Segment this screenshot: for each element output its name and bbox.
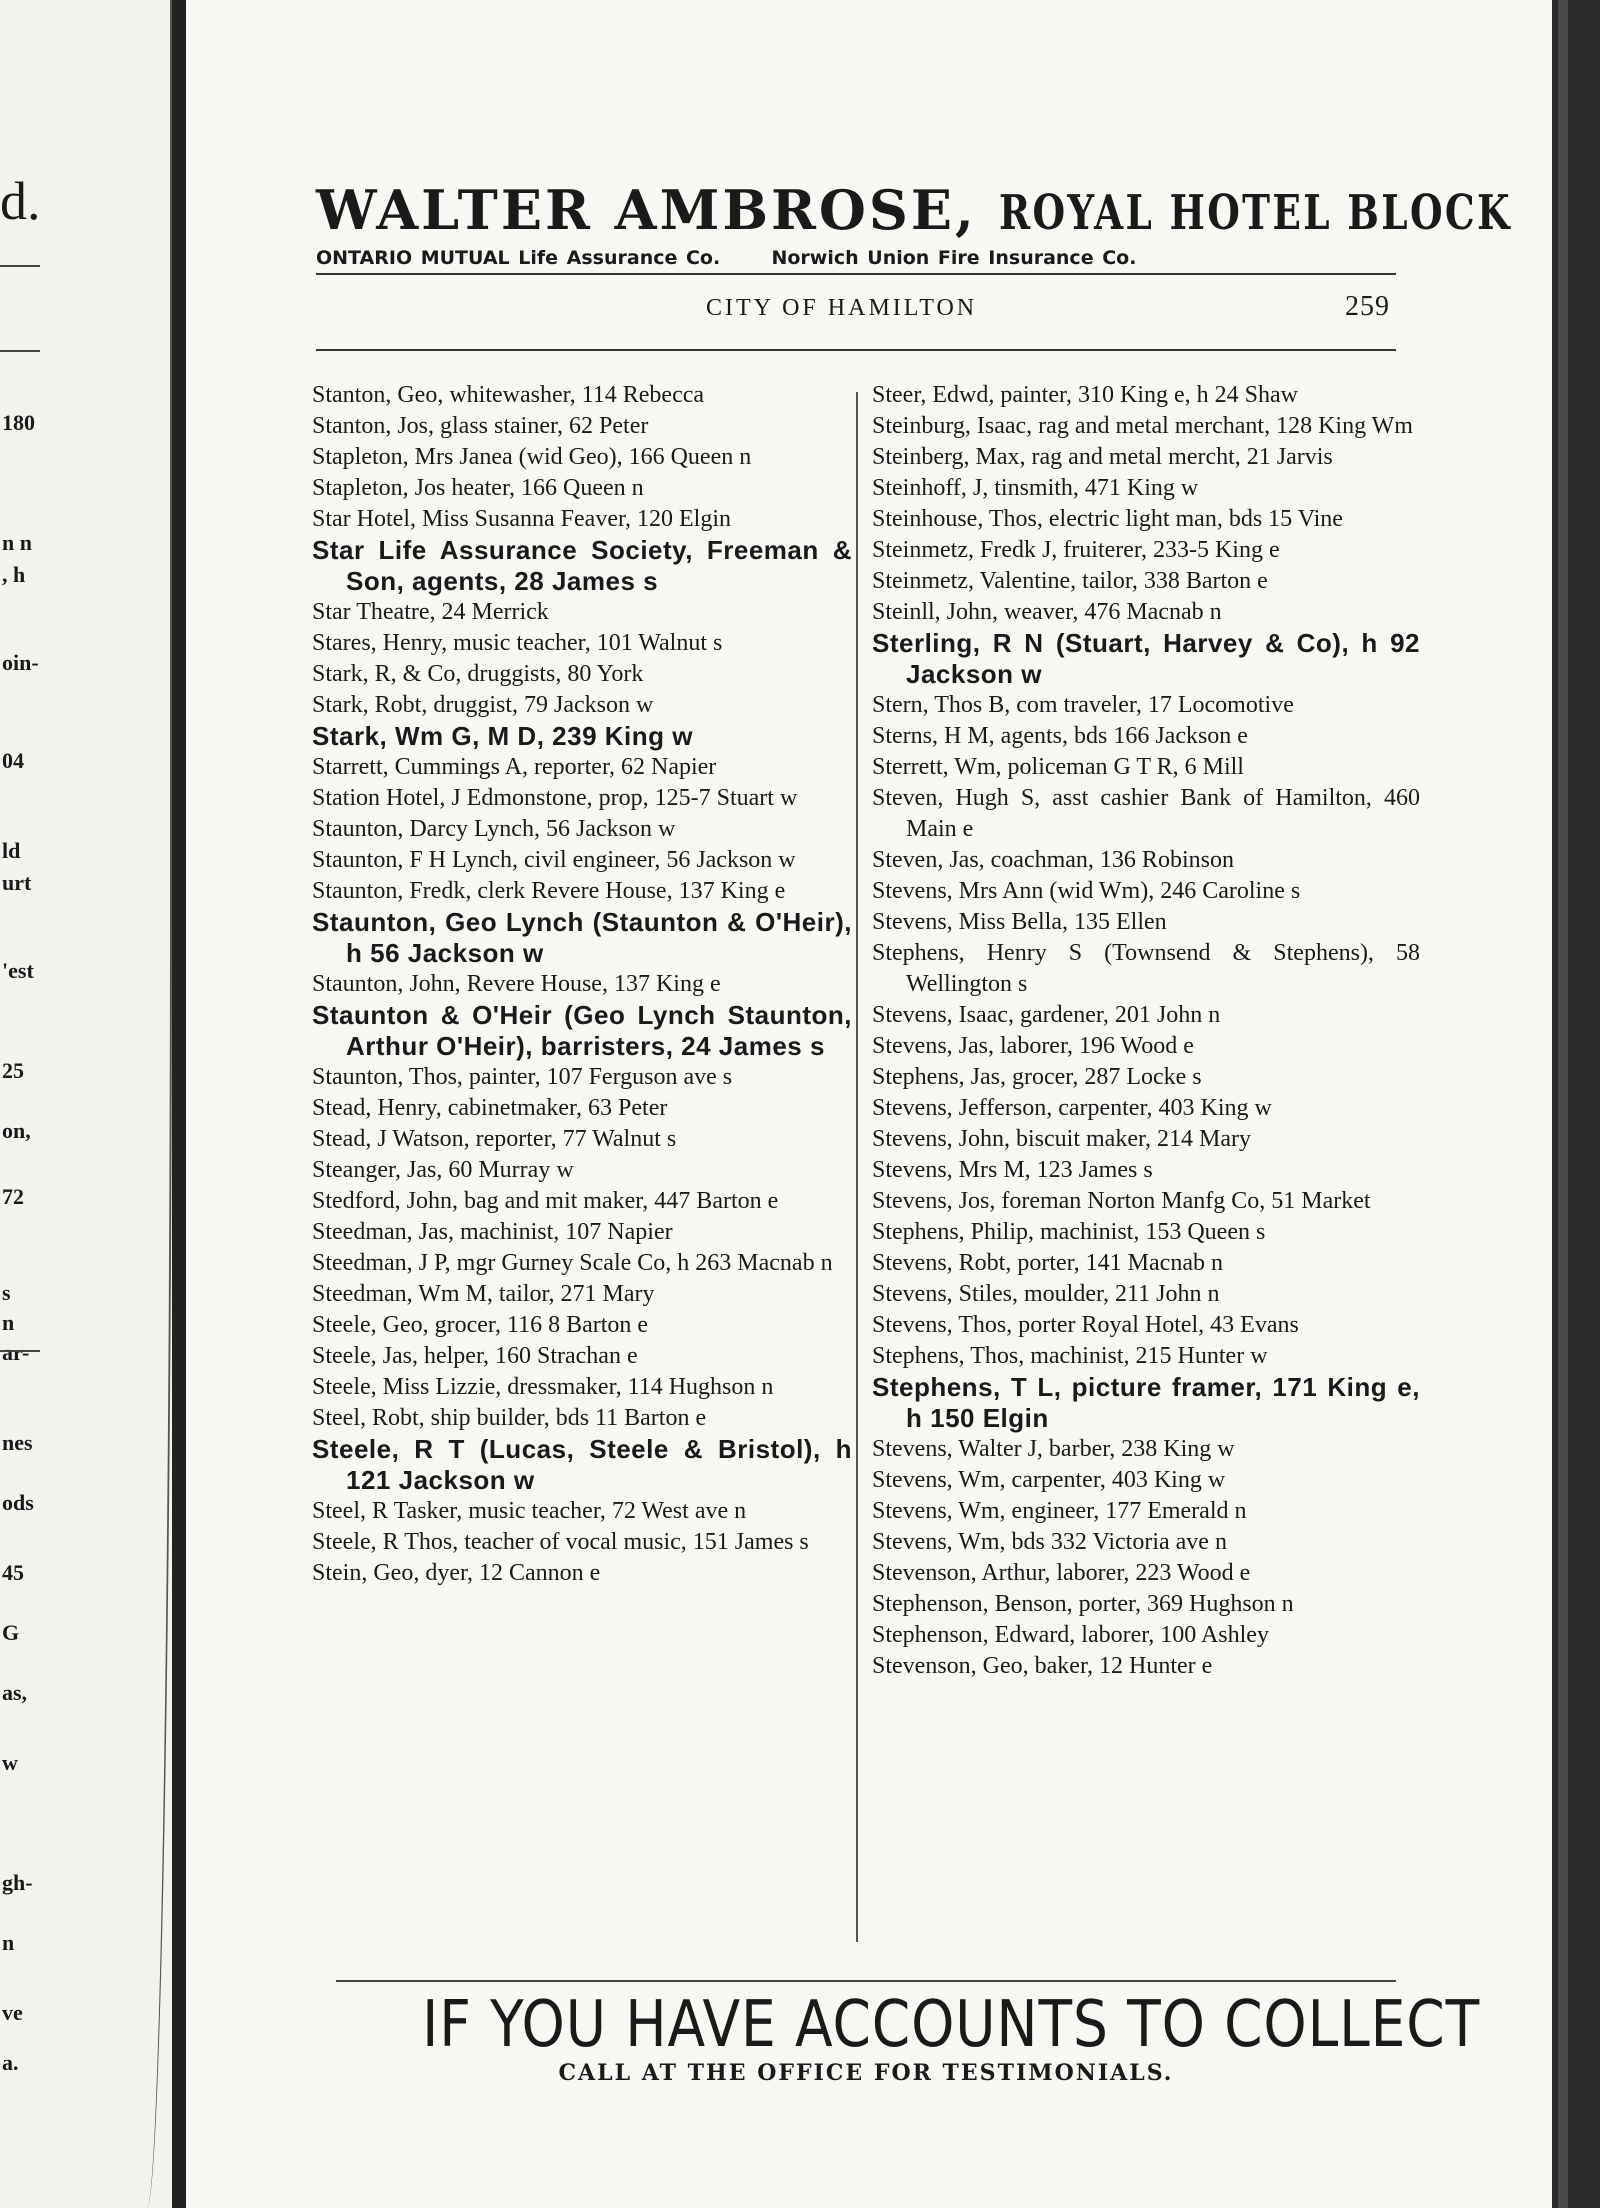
facing-page-fragment: ar-	[2, 1340, 30, 1365]
facing-page-strip	[0, 0, 176, 2208]
facing-page-rule	[0, 265, 40, 267]
directory-entry: Steinburg, Isaac, rag and metal merchant, 128 King Wm	[872, 413, 1413, 439]
running-head-rule	[316, 349, 1396, 351]
directory-entry: Steele, Geo, grocer, 116 8 Barton e	[312, 1312, 649, 1338]
directory-entry: Stephenson, Edward, laborer, 100 Ashley	[872, 1622, 1269, 1648]
directory-entry: Steinmetz, Valentine, tailor, 338 Barton e	[872, 568, 1268, 594]
directory-entry: Steven, Hugh S, asst cashier Bank of Hamilton, 460 Main e	[872, 785, 1420, 842]
facing-page-fragment: d.	[0, 171, 41, 231]
footer-subline: CALL AT THE OFFICE FOR TESTIMONIALS.	[558, 2060, 1174, 2086]
directory-entry: Stares, Henry, music teacher, 101 Walnut s	[312, 630, 723, 656]
directory-entry: Staunton, Darcy Lynch, 56 Jackson w	[312, 816, 676, 842]
directory-page	[186, 0, 1552, 2208]
directory-entry: Stevens, Jas, laborer, 196 Wood e	[872, 1033, 1194, 1059]
directory-entry: Steel, R Tasker, music teacher, 72 West ave n	[312, 1498, 747, 1524]
advertiser-name: WALTER AMBROSE,	[316, 178, 977, 242]
directory-entry: Star Hotel, Miss Susanna Feaver, 120 Elgin	[312, 506, 731, 532]
directory-entry: Stead, Henry, cabinetmaker, 63 Peter	[312, 1095, 668, 1121]
book-gutter	[172, 0, 186, 2208]
directory-entry: Stark, Robt, druggist, 79 Jackson w	[312, 692, 654, 718]
facing-page-fragment: gh-	[2, 1870, 33, 1895]
directory-entry: Steinberg, Max, rag and metal mercht, 21 Jarvis	[872, 444, 1333, 470]
directory-entry: Steanger, Jas, 60 Murray w	[312, 1157, 574, 1183]
directory-entry: Starrett, Cummings A, reporter, 62 Napier	[312, 754, 717, 780]
directory-entry: Stapleton, Jos heater, 166 Queen n	[312, 475, 644, 501]
directory-entry: Stein, Geo, dyer, 12 Cannon e	[312, 1560, 601, 1586]
directory-entry: Stevens, John, biscuit maker, 214 Mary	[872, 1126, 1251, 1152]
directory-entry: Staunton & O'Heir (Geo Lynch Staunton, Arthur O'Heir), barristers, 24 James s	[312, 1000, 852, 1061]
directory-entry: Sterns, H M, agents, bds 166 Jackson e	[872, 723, 1248, 749]
column-divider	[856, 392, 858, 1942]
page-curl	[130, 0, 172, 2208]
facing-page-fragment: ods	[2, 1490, 34, 1515]
facing-page-fragment: a.	[2, 2050, 19, 2075]
directory-entry: Sterrett, Wm, policeman G T R, 6 Mill	[872, 754, 1244, 780]
directory-entry: Stevens, Miss Bella, 135 Ellen	[872, 909, 1167, 935]
directory-entry: Steele, Jas, helper, 160 Strachan e	[312, 1343, 638, 1369]
directory-entry: Stevens, Robt, porter, 141 Macnab n	[872, 1250, 1223, 1276]
facing-page-fragment: 25	[2, 1058, 24, 1083]
footer-advert	[336, 1988, 1481, 2086]
facing-page-fragment: n	[2, 1310, 15, 1335]
facing-page-fragment: as,	[2, 1680, 28, 1705]
directory-entry: Steele, R T (Lucas, Steele & Bristol), h 121 Jackson w	[312, 1434, 852, 1495]
directory-entry: Steedman, J P, mgr Gurney Scale Co, h 263 Macnab n	[312, 1250, 833, 1276]
facing-page-rule	[0, 1350, 40, 1352]
header-rule	[316, 273, 1396, 275]
facing-page-rule	[0, 350, 40, 352]
footer-rule	[336, 1980, 1396, 1982]
directory-entry: Stevenson, Arthur, laborer, 223 Wood e	[872, 1560, 1251, 1586]
directory-entry: Staunton, F H Lynch, civil engineer, 56 Jackson w	[312, 847, 796, 873]
insurance-right: Norwich Union Fire Insurance Co.	[771, 247, 1137, 269]
directory-entry: Stephens, Thos, machinist, 215 Hunter w	[872, 1343, 1268, 1369]
directory-entry: Steel, Robt, ship builder, bds 11 Barton e	[312, 1405, 707, 1431]
directory-entry: Star Life Assurance Society, Freeman & Son, agents, 28 James s	[312, 535, 852, 596]
directory-entry: Staunton, Geo Lynch (Staunton & O'Heir), h 56 Jackson w	[312, 907, 852, 968]
right-column	[872, 380, 1420, 1682]
facing-page-fragment: oin-	[2, 650, 39, 675]
directory-entry: Steinhouse, Thos, electric light man, bds 15 Vine	[872, 506, 1343, 532]
facing-page-fragment: ld	[2, 838, 21, 863]
facing-page-fragment: ve	[2, 2000, 23, 2025]
directory-entry: Stevens, Mrs Ann (wid Wm), 246 Caroline s	[872, 878, 1301, 904]
directory-entry: Stevens, Walter J, barber, 238 King w	[872, 1436, 1235, 1462]
running-title: CITY OF HAMILTON	[706, 295, 978, 321]
directory-entry: Stanton, Jos, glass stainer, 62 Peter	[312, 413, 649, 439]
facing-page-fragment: n	[2, 1930, 15, 1955]
facing-page-fragment: urt	[2, 870, 32, 895]
directory-entry: Stark, Wm G, M D, 239 King w	[312, 721, 693, 751]
directory-entry: Steele, R Thos, teacher of vocal music, 151 James s	[312, 1529, 809, 1555]
directory-entry: Steinhoff, J, tinsmith, 471 King w	[872, 475, 1199, 501]
facing-page-fragment: 45	[2, 1560, 24, 1585]
directory-entry: Stevens, Wm, engineer, 177 Emerald n	[872, 1498, 1247, 1524]
directory-entry: Stevens, Isaac, gardener, 201 John n	[872, 1002, 1221, 1028]
book-right-edge	[1552, 0, 1600, 2208]
directory-entry: Steedman, Wm M, tailor, 271 Mary	[312, 1281, 655, 1307]
directory-entry: Star Theatre, 24 Merrick	[312, 599, 549, 625]
directory-entry: Stern, Thos B, com traveler, 17 Locomotive	[872, 692, 1294, 718]
directory-entry: Stevens, Wm, carpenter, 403 King w	[872, 1467, 1226, 1493]
facing-page-fragment: , h	[2, 562, 26, 587]
directory-entry: Staunton, John, Revere House, 137 King e	[312, 971, 721, 997]
page-header	[316, 178, 1512, 351]
facing-page-fragment: s	[2, 1280, 11, 1305]
directory-entry: Staunton, Fredk, clerk Revere House, 137 King e	[312, 878, 786, 904]
directory-entry: Steinll, John, weaver, 476 Macnab n	[872, 599, 1222, 625]
footer-headline: IF YOU HAVE ACCOUNTS TO COLLECT	[422, 1988, 1481, 2062]
facing-page-fragment: 72	[2, 1184, 24, 1209]
facing-page-fragment: n n	[2, 530, 32, 555]
directory-entry: Stevens, Jefferson, carpenter, 403 King w	[872, 1095, 1272, 1121]
left-column	[312, 380, 852, 1589]
running-head	[316, 289, 1396, 349]
page-number: 259	[1345, 291, 1390, 322]
insurance-line	[316, 247, 1396, 269]
directory-entry: Stevens, Wm, bds 332 Victoria ave n	[872, 1529, 1227, 1555]
facing-page-fragment: w	[2, 1750, 18, 1775]
directory-entry: Steedman, Jas, machinist, 107 Napier	[312, 1219, 673, 1245]
directory-entry: Steinmetz, Fredk J, fruiterer, 233-5 King e	[872, 537, 1280, 563]
facing-page-fragment: 180	[2, 410, 35, 435]
directory-entry: Steele, Miss Lizzie, dressmaker, 114 Hughson n	[312, 1374, 774, 1400]
directory-entry: Stephens, T L, picture framer, 171 King e, h 150 Elgin	[872, 1372, 1420, 1433]
facing-page-fragment: 04	[2, 748, 24, 773]
directory-entry: Stark, R, & Co, druggists, 80 York	[312, 661, 644, 687]
advertiser-line	[316, 178, 1512, 243]
directory-entry: Stevens, Thos, porter Royal Hotel, 43 Evans	[872, 1312, 1299, 1338]
directory-entry: Stephens, Jas, grocer, 287 Locke s	[872, 1064, 1202, 1090]
directory-entry: Steven, Jas, coachman, 136 Robinson	[872, 847, 1234, 873]
directory-entry: Stevens, Jos, foreman Norton Manfg Co, 51 Market	[872, 1188, 1371, 1214]
directory-entry: Stanton, Geo, whitewasher, 114 Rebecca	[312, 382, 705, 408]
directory-entry: Stephens, Philip, machinist, 153 Queen s	[872, 1219, 1266, 1245]
directory-entry: Staunton, Thos, painter, 107 Ferguson ave s	[312, 1064, 733, 1090]
directory-entry: Stevens, Stiles, moulder, 211 John n	[872, 1281, 1220, 1307]
insurance-left: ONTARIO MUTUAL Life Assurance Co.	[316, 247, 721, 269]
directory-entry: Sterling, R N (Stuart, Harvey & Co), h 92 Jackson w	[872, 628, 1420, 689]
directory-entry: Station Hotel, J Edmonstone, prop, 125-7 Stuart w	[312, 785, 798, 811]
facing-page-fragment: G	[2, 1620, 20, 1645]
directory-entry: Stephenson, Benson, porter, 369 Hughson n	[872, 1591, 1294, 1617]
directory-entry: Stevenson, Geo, baker, 12 Hunter e	[872, 1653, 1213, 1679]
facing-page-fragment: on,	[2, 1118, 31, 1143]
directory-entry: Stapleton, Mrs Janea (wid Geo), 166 Queen n	[312, 444, 752, 470]
directory-entry: Steer, Edwd, painter, 310 King e, h 24 Shaw	[872, 382, 1298, 408]
directory-entry: Stedford, John, bag and mit maker, 447 Barton e	[312, 1188, 779, 1214]
directory-entry: Stead, J Watson, reporter, 77 Walnut s	[312, 1126, 677, 1152]
facing-page-fragment: 'est	[2, 958, 34, 983]
facing-page-fragment: nes	[2, 1430, 33, 1455]
directory-entry: Stephens, Henry S (Townsend & Stephens), 58 Wellington s	[872, 940, 1420, 997]
directory-entry: Stevens, Mrs M, 123 James s	[872, 1157, 1153, 1183]
advertiser-address: ROYAL HOTEL BLOCK	[998, 185, 1512, 241]
